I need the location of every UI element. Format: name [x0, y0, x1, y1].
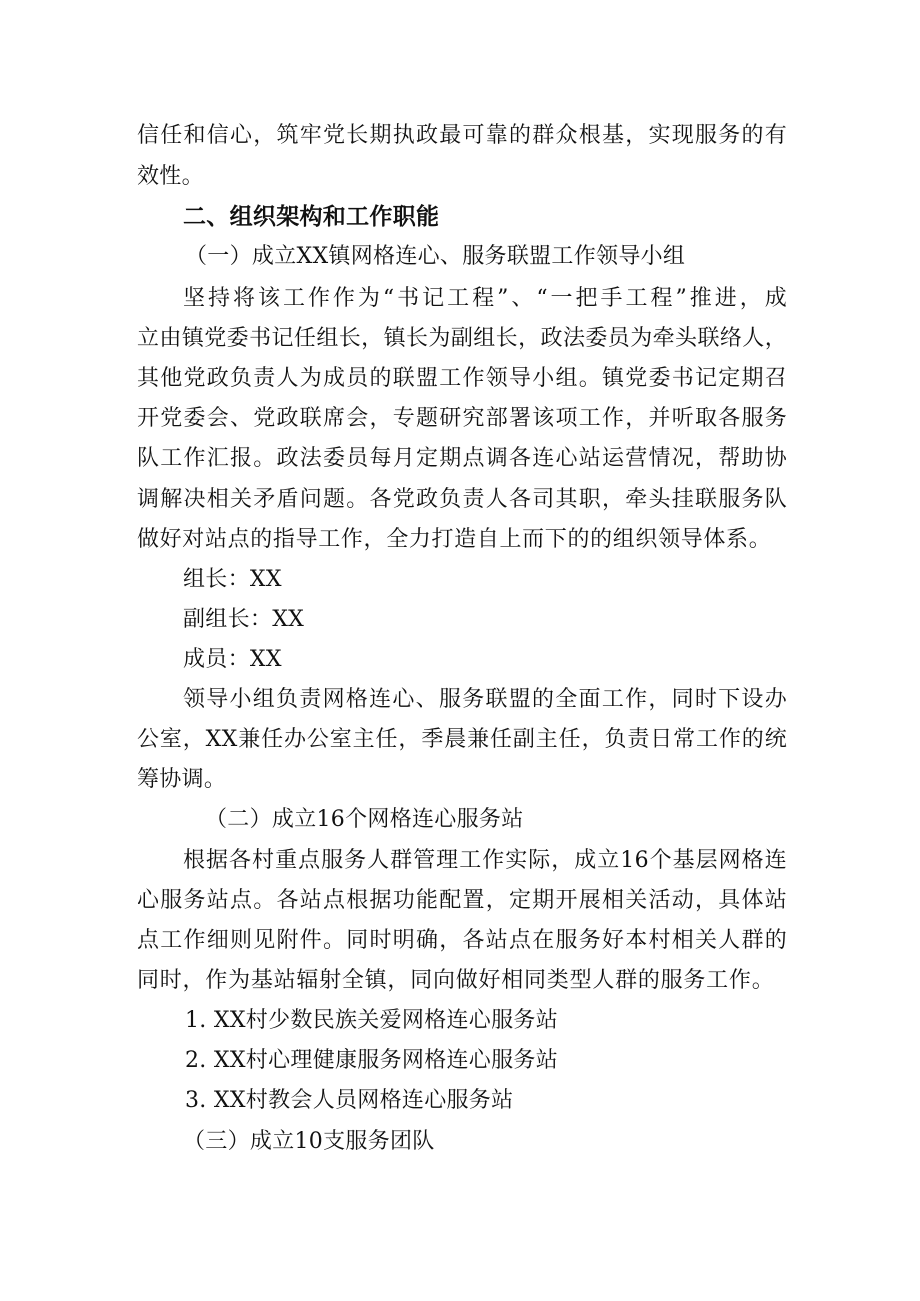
subsection-1-paragraph-line-2: 立由镇党委书记任组长，镇长为副组长，政法委员为牵头联络人， — [137, 326, 787, 351]
section-heading: 二、组织架构和工作职能 — [183, 204, 440, 230]
subsection-1-title: （一）成立XX镇网格连心、服务联盟工作领导小组 — [185, 244, 686, 269]
station-item-2: 2. XX村心理健康服务网格连心服务站 — [185, 1048, 559, 1073]
subsection-3-title: （三）成立10支服务团队 — [183, 1129, 435, 1154]
station-item-3: 3. XX村教会人员网格连心服务站 — [185, 1088, 514, 1113]
subsection-1-paragraph-line-3: 其他党政负责人为成员的联盟工作领导小组。镇党委书记定期召 — [137, 366, 787, 391]
members-line: 成员：XX — [183, 647, 282, 672]
subsection-1-paragraph-line-5: 队工作汇报。政法委员每月定期点调各连心站运营情况，帮助协 — [137, 446, 787, 471]
office-line-1: 领导小组负责网格连心、服务联盟的全面工作，同时下设办 — [183, 687, 787, 712]
subsection-1-paragraph-line-6: 调解决相关矛盾问题。各党政负责人各司其职，牵头挂联服务队 — [137, 487, 787, 512]
subsection-1-paragraph-line-4: 开党委会、党政联席会，专题研究部署该项工作，并听取各服务 — [137, 406, 787, 431]
station-item-1: 1. XX村少数民族关爱网格连心服务站 — [185, 1008, 559, 1033]
subsection-2-paragraph-line-1: 根据各村重点服务人群管理工作实际，成立16个基层网格连 — [183, 848, 787, 873]
leader-line: 组长：XX — [183, 567, 282, 592]
subsection-1-paragraph-line-7: 做好对站点的指导工作，全力打造自上而下的的组织领导体系。 — [137, 527, 771, 552]
office-line-3: 筹协调。 — [137, 767, 227, 792]
intro-line-1: 信任和信心，筑牢党长期执政最可靠的群众根基，实现服务的有 — [137, 123, 787, 148]
intro-line-2: 效性。 — [137, 164, 204, 189]
office-line-2: 公室，XX兼任办公室主任，季晨兼任副主任，负责日常工作的统 — [137, 727, 787, 752]
subsection-2-paragraph-line-2: 心服务站点。各站点根据功能配置，定期开展相关活动，具体站 — [137, 888, 787, 913]
deputy-leader-line: 副组长：XX — [183, 607, 305, 632]
subsection-2-paragraph-line-3: 点工作细则见附件。同时明确，各站点在服务好本村相关人群的 — [137, 928, 787, 953]
subsection-2-paragraph-line-4: 同时，作为基站辐射全镇，同向做好相同类型人群的服务工作。 — [137, 968, 774, 993]
subsection-1-paragraph-line-1: 坚持将该工作作为“书记工程”、“一把手工程”推进，成 — [183, 286, 787, 311]
subsection-2-title: （二）成立16个网格连心服务站 — [205, 807, 524, 832]
